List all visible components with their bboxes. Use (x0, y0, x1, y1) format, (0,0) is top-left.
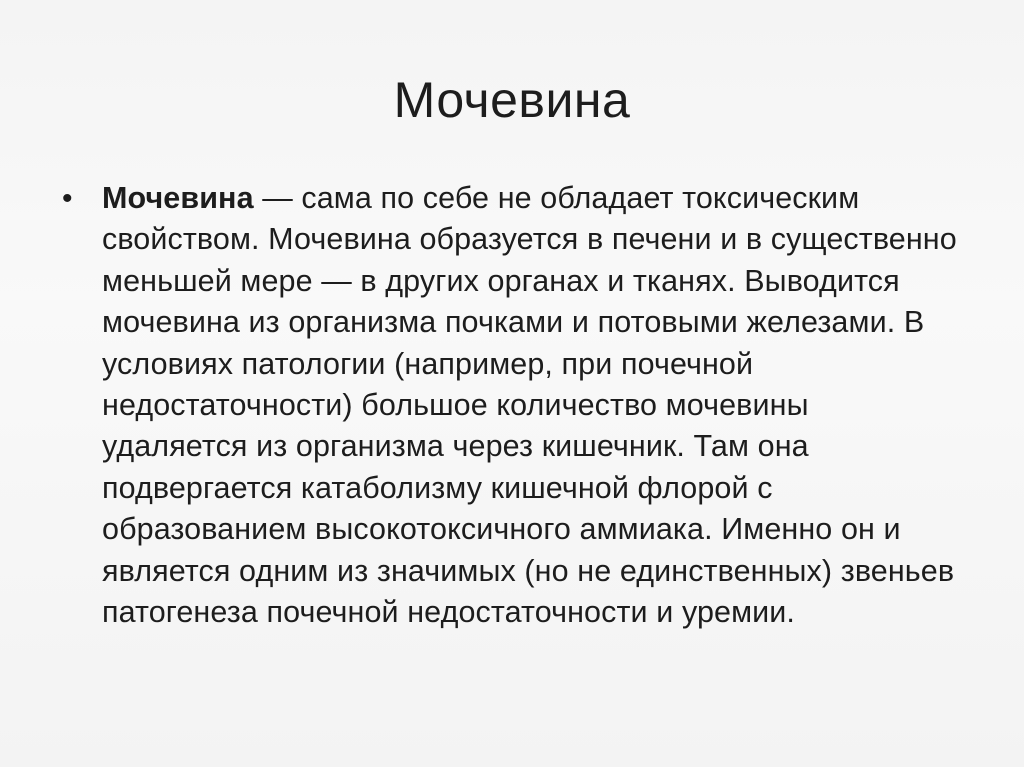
bullet-description: — сама по себе не обладает токсическим свойством. Мочевина образуется в печени и в существенно меньшей мере — в других органах и тканях. Выводится мочевина из организма почками и потовыми железами. В условиях патологии (например, при почечной недостаточности) большое количество мочевины удаляется из организма через кишечник. Там она подвергается катаболизму кишечной флорой с образованием высокотоксичного аммиака. Именно он и является одним из значимых (но не единственных) звеньев патогенеза почечной недостаточности и уремии. (102, 181, 957, 630)
slide-body (60, 178, 960, 633)
bullet-term: Мочевина (102, 181, 254, 215)
bullet-item (60, 178, 960, 633)
slide-title: Мочевина (393, 72, 631, 128)
bullet-text (102, 178, 960, 633)
bullet-icon: • (62, 182, 73, 215)
